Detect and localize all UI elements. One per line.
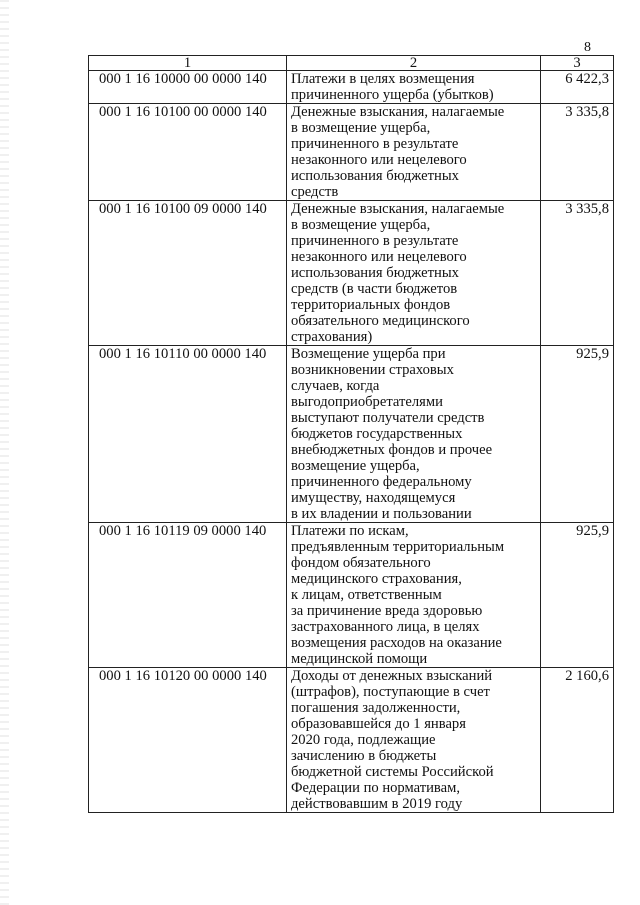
revenue-name-line: обязательного медицинского	[291, 313, 470, 329]
table-row	[89, 523, 614, 668]
revenue-name-cell	[287, 523, 541, 668]
page-number: 8	[584, 40, 591, 55]
amount-cell: 6 422,3	[541, 71, 614, 104]
table-row	[89, 71, 614, 104]
revenue-name-line: за причинение вреда здоровью	[291, 603, 483, 619]
revenue-name-line: Платежи по искам,	[291, 523, 409, 539]
revenue-name-line: Доходы от денежных взысканий	[291, 668, 493, 684]
revenue-name-line: в их владении и пользовании	[291, 506, 472, 522]
revenue-name-line: причиненного в результате	[291, 136, 459, 152]
amount-cell: 3 335,8	[541, 201, 614, 346]
revenue-name-line: использования бюджетных	[291, 265, 459, 281]
budget-code-cell: 000 1 16 10120 00 0000 140	[89, 668, 287, 813]
revenue-name-line: бюджетов государственных	[291, 426, 463, 442]
scan-edge-artifact	[0, 0, 9, 905]
revenue-name-line: причиненного в результате	[291, 233, 459, 249]
revenue-name-line: Денежные взыскания, налагаемые	[291, 104, 505, 120]
table-row	[89, 104, 614, 201]
revenue-name-line: зачислению в бюджеты	[291, 748, 437, 764]
column-header-code: 1	[89, 56, 287, 71]
revenue-name-line: Денежные взыскания, налагаемые	[291, 201, 505, 217]
revenue-name-line: медицинской помощи	[291, 651, 428, 667]
revenue-name-line: незаконного или нецелевого	[291, 152, 467, 168]
revenue-name-line: имуществу, находящемуся	[291, 490, 456, 506]
revenue-name-line: застрахованного лица, в целях	[291, 619, 480, 635]
column-header-name: 2	[287, 56, 541, 71]
revenue-name-line: причиненного ущерба (убытков)	[291, 87, 494, 103]
revenue-table	[88, 55, 614, 813]
revenue-name-line: 2020 года, подлежащие	[291, 732, 436, 748]
revenue-name-line: возмещения расходов на оказание	[291, 635, 502, 651]
revenue-name-cell	[287, 104, 541, 201]
revenue-name-line: образовавшейся до 1 января	[291, 716, 466, 732]
header-row	[89, 56, 614, 71]
revenue-name-line: случаев, когда	[291, 378, 380, 394]
revenue-name-line: погашения задолженности,	[291, 700, 461, 716]
revenue-name-line: предъявленным территориальным	[291, 539, 505, 555]
budget-code-cell: 000 1 16 10000 00 0000 140	[89, 71, 287, 104]
revenue-name-line: действовавшим в 2019 году	[291, 796, 463, 812]
revenue-name-line: фондом обязательного	[291, 555, 431, 571]
revenue-name-cell	[287, 71, 541, 104]
revenue-name-line: незаконного или нецелевого	[291, 249, 467, 265]
revenue-name-line: в возмещение ущерба,	[291, 217, 431, 233]
revenue-name-line: Возмещение ущерба при	[291, 346, 446, 362]
amount-cell: 2 160,6	[541, 668, 614, 813]
revenue-name-line: бюджетной системы Российской	[291, 764, 494, 780]
revenue-name-line: к лицам, ответственным	[291, 587, 442, 603]
amount-cell: 925,9	[541, 346, 614, 523]
budget-code-cell: 000 1 16 10100 00 0000 140	[89, 104, 287, 201]
revenue-name-line: территориальных фондов	[291, 297, 451, 313]
revenue-name-line: (штрафов), поступающие в счет	[291, 684, 490, 700]
table-row	[89, 668, 614, 813]
budget-code-cell: 000 1 16 10110 00 0000 140	[89, 346, 287, 523]
revenue-name-line: возникновении страховых	[291, 362, 454, 378]
revenue-name-line: Платежи в целях возмещения	[291, 71, 475, 87]
revenue-name-line: внебюджетных фондов и прочее	[291, 442, 493, 458]
revenue-name-line: причиненного федеральному	[291, 474, 472, 490]
revenue-name-line: Федерации по нормативам,	[291, 780, 460, 796]
revenue-name-line: страхования)	[291, 329, 373, 345]
table-body	[89, 71, 614, 813]
revenue-name-line: выступают получатели средств	[291, 410, 485, 426]
revenue-name-line: средств (в части бюджетов	[291, 281, 458, 297]
amount-cell: 3 335,8	[541, 104, 614, 201]
budget-code-cell: 000 1 16 10119 09 0000 140	[89, 523, 287, 668]
revenue-name-line: в возмещение ущерба,	[291, 120, 431, 136]
revenue-name-cell	[287, 201, 541, 346]
amount-cell: 925,9	[541, 523, 614, 668]
column-header-amount: 3	[541, 56, 614, 71]
table-row	[89, 346, 614, 523]
budget-code-cell: 000 1 16 10100 09 0000 140	[89, 201, 287, 346]
revenue-name-line: средств	[291, 184, 339, 200]
revenue-name-line: возмещение ущерба,	[291, 458, 420, 474]
revenue-name-cell	[287, 668, 541, 813]
table-row	[89, 201, 614, 346]
revenue-name-cell	[287, 346, 541, 523]
revenue-name-line: использования бюджетных	[291, 168, 459, 184]
revenue-name-line: выгодоприобретателями	[291, 394, 443, 410]
revenue-name-line: медицинского страхования,	[291, 571, 462, 587]
